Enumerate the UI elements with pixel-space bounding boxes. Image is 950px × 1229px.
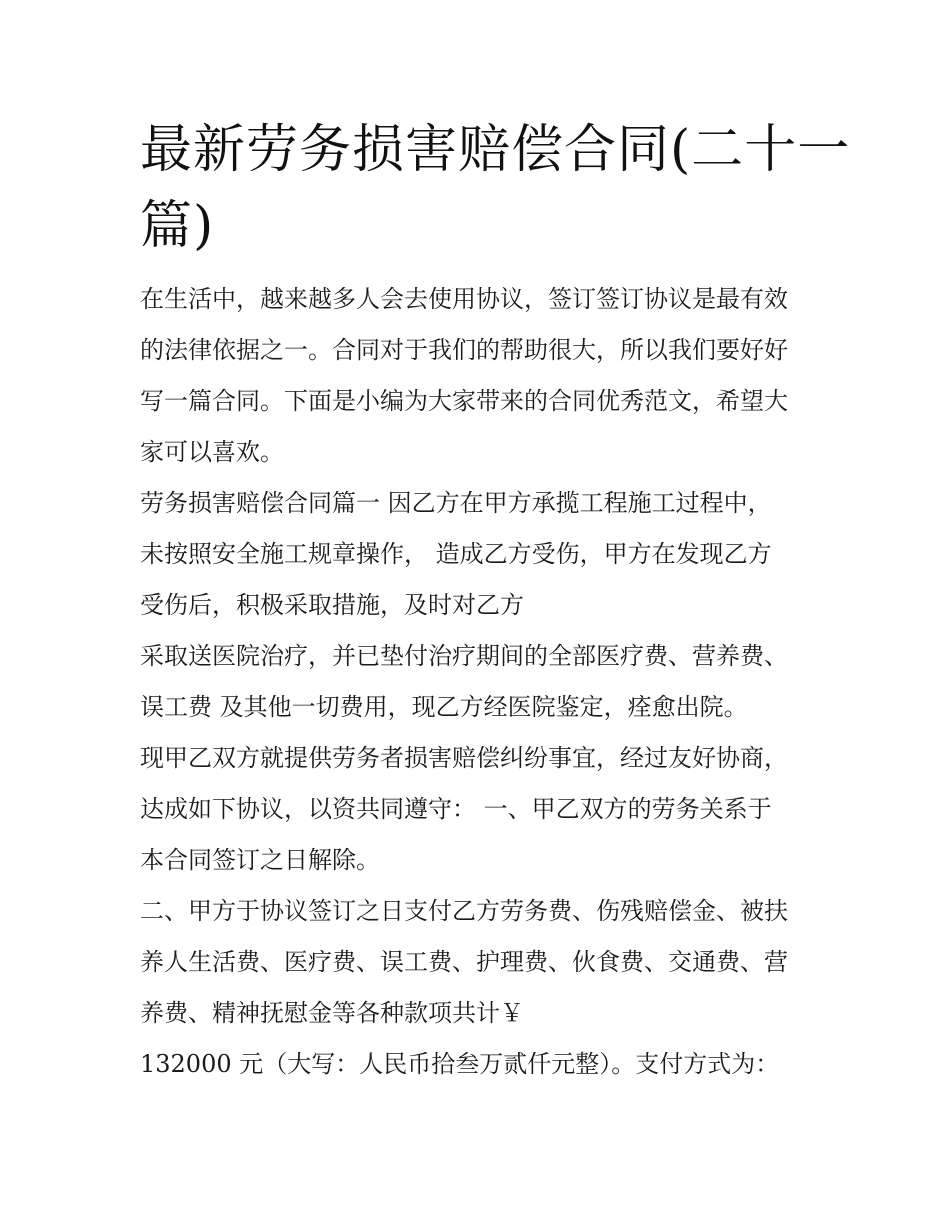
- body-line: 家可以喜欢。: [140, 438, 284, 466]
- document-title: [140, 112, 851, 264]
- body-line: 在生活中，越来越多人会去使用协议，签订签订协议是最有效: [140, 285, 788, 313]
- body-line: 132000 元（大写：人民币拾叁万贰仟元整）。支付方式为：: [140, 1050, 780, 1078]
- title-line: 篇): [140, 196, 215, 256]
- body-line: 本合同签订之日解除。: [140, 846, 380, 874]
- body-line: 的法律依据之一。合同对于我们的帮助很大，所以我们要好好: [140, 336, 788, 364]
- body-line: 达成如下协议，以资共同遵守： 一、甲乙双方的劳务关系于: [140, 795, 772, 823]
- body-line: 写一篇合同。下面是小编为大家带来的合同优秀范文，希望大: [140, 387, 788, 415]
- body-line: 养人生活费、医疗费、误工费、护理费、伙食费、交通费、营: [140, 948, 788, 976]
- body-line: 受伤后，积极采取措施，及时对乙方: [140, 591, 524, 619]
- document-body: [140, 274, 830, 1090]
- body-line: 二、甲方于协议签订之日支付乙方劳务费、伤残赔偿金、被扶: [140, 897, 788, 925]
- body-line: 采取送医院治疗，并已垫付治疗期间的全部医疗费、营养费、: [140, 642, 788, 670]
- body-line: 误工费 及其他一切费用，现乙方经医院鉴定，痊愈出院。: [140, 693, 748, 721]
- body-line: 未按照安全施工规章操作， 造成乙方受伤，甲方在发现乙方: [140, 540, 772, 568]
- body-line: 劳务损害赔偿合同篇一 因乙方在甲方承揽工程施工过程中，: [140, 489, 772, 517]
- body-line: 养费、精神抚慰金等各种款项共计￥: [140, 999, 524, 1027]
- title-line: 最新劳务损害赔偿合同(二十一: [140, 120, 851, 180]
- body-line: 现甲乙双方就提供劳务者损害赔偿纠纷事宜，经过友好协商，: [140, 744, 788, 772]
